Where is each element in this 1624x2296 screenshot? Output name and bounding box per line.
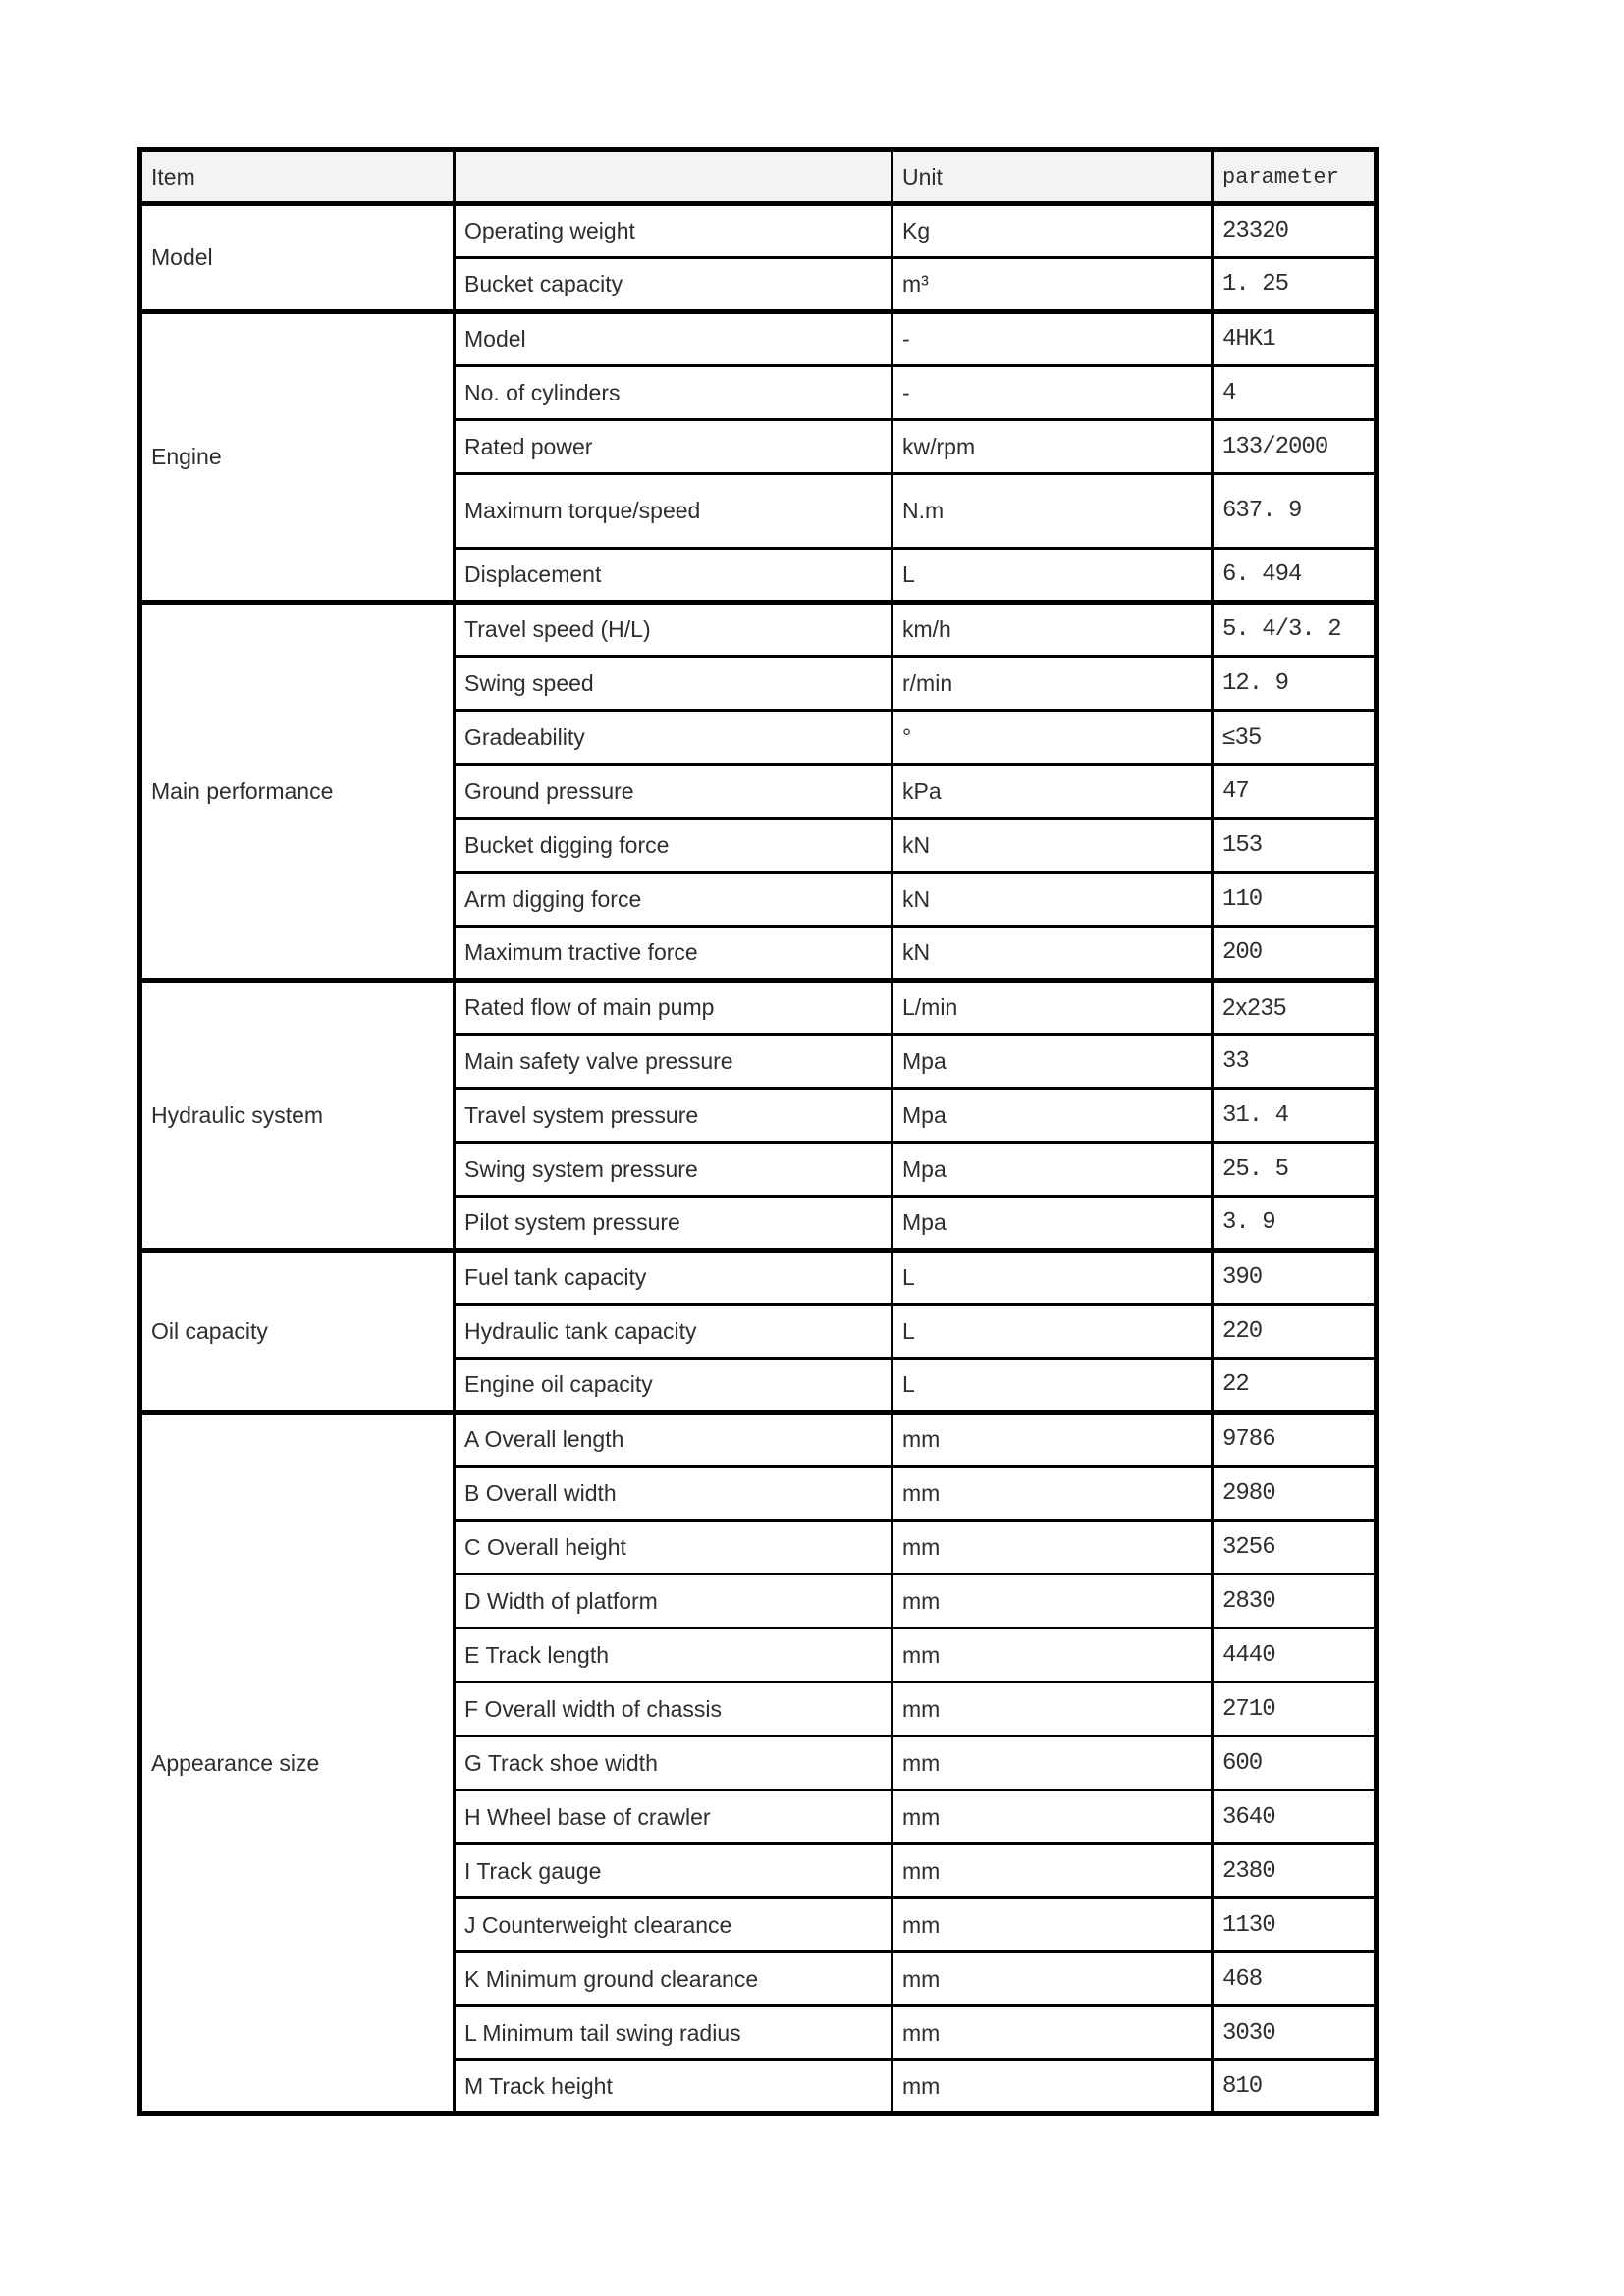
value-cell: 6. 494 (1213, 549, 1377, 603)
unit-cell: kN (893, 819, 1213, 873)
value-cell: 3. 9 (1213, 1197, 1377, 1251)
unit-cell: mm (893, 1952, 1213, 2006)
label-cell: Arm digging force (455, 873, 893, 927)
value-cell: 200 (1213, 927, 1377, 981)
label-cell: Operating weight (455, 204, 893, 258)
value-cell: 9786 (1213, 1413, 1377, 1467)
value-cell: 23320 (1213, 204, 1377, 258)
label-cell: C Overall height (455, 1521, 893, 1575)
unit-cell: mm (893, 1413, 1213, 1467)
unit-cell: kN (893, 927, 1213, 981)
unit-cell: Kg (893, 204, 1213, 258)
value-cell: 2830 (1213, 1575, 1377, 1629)
unit-cell: mm (893, 2006, 1213, 2060)
value-cell: ≤35 (1213, 711, 1377, 765)
label-cell: Gradeability (455, 711, 893, 765)
unit-cell: mm (893, 1575, 1213, 1629)
label-cell: I Track gauge (455, 1844, 893, 1898)
value-cell: 153 (1213, 819, 1377, 873)
value-cell: 4440 (1213, 1629, 1377, 1682)
label-cell: Hydraulic tank capacity (455, 1305, 893, 1359)
label-cell: Fuel tank capacity (455, 1251, 893, 1305)
value-cell: 110 (1213, 873, 1377, 927)
unit-cell: mm (893, 1790, 1213, 1844)
unit-cell: kPa (893, 765, 1213, 819)
header-parameter: parameter (1213, 150, 1377, 204)
value-cell: 22 (1213, 1359, 1377, 1413)
value-cell: 31. 4 (1213, 1089, 1377, 1143)
label-cell: G Track shoe width (455, 1736, 893, 1790)
category-cell: Main performance (140, 603, 455, 981)
unit-cell: mm (893, 1736, 1213, 1790)
unit-cell: kw/rpm (893, 420, 1213, 474)
unit-cell: km/h (893, 603, 1213, 657)
unit-cell: ° (893, 711, 1213, 765)
header-unit: Unit (893, 150, 1213, 204)
unit-cell: mm (893, 1629, 1213, 1682)
table-row (140, 981, 1377, 1035)
unit-cell: Mpa (893, 1035, 1213, 1089)
value-cell: 4HK1 (1213, 312, 1377, 366)
spec-table-body (140, 204, 1377, 2114)
unit-cell: mm (893, 1467, 1213, 1521)
label-cell: Main safety valve pressure (455, 1035, 893, 1089)
unit-cell: mm (893, 1844, 1213, 1898)
value-cell: 468 (1213, 1952, 1377, 2006)
value-cell: 3030 (1213, 2006, 1377, 2060)
table-row (140, 603, 1377, 657)
label-cell: E Track length (455, 1629, 893, 1682)
value-cell: 3256 (1213, 1521, 1377, 1575)
header-item: Item (140, 150, 455, 204)
value-cell: 2x235 (1213, 981, 1377, 1035)
value-cell: 1130 (1213, 1898, 1377, 1952)
category-cell: Hydraulic system (140, 981, 455, 1251)
label-cell: Rated flow of main pump (455, 981, 893, 1035)
label-cell: Engine oil capacity (455, 1359, 893, 1413)
header-row (140, 150, 1377, 204)
unit-cell: Mpa (893, 1197, 1213, 1251)
label-cell: B Overall width (455, 1467, 893, 1521)
label-cell: Travel system pressure (455, 1089, 893, 1143)
spec-table-header (140, 150, 1377, 204)
unit-cell: mm (893, 2060, 1213, 2114)
category-cell: Engine (140, 312, 455, 603)
label-cell: K Minimum ground clearance (455, 1952, 893, 2006)
value-cell: 2710 (1213, 1682, 1377, 1736)
table-row (140, 1413, 1377, 1467)
unit-cell: r/min (893, 657, 1213, 711)
label-cell: Model (455, 312, 893, 366)
value-cell: 220 (1213, 1305, 1377, 1359)
unit-cell: L/min (893, 981, 1213, 1035)
unit-cell: mm (893, 1898, 1213, 1952)
value-cell: 2380 (1213, 1844, 1377, 1898)
unit-cell: L (893, 549, 1213, 603)
label-cell: F Overall width of chassis (455, 1682, 893, 1736)
label-cell: Bucket capacity (455, 258, 893, 312)
value-cell: 2980 (1213, 1467, 1377, 1521)
table-row (140, 1251, 1377, 1305)
unit-cell: L (893, 1305, 1213, 1359)
unit-cell: kN (893, 873, 1213, 927)
table-row (140, 204, 1377, 258)
label-cell: D Width of platform (455, 1575, 893, 1629)
value-cell: 12. 9 (1213, 657, 1377, 711)
unit-cell: - (893, 312, 1213, 366)
value-cell: 1. 25 (1213, 258, 1377, 312)
label-cell: Swing speed (455, 657, 893, 711)
value-cell: 33 (1213, 1035, 1377, 1089)
value-cell: 47 (1213, 765, 1377, 819)
unit-cell: L (893, 1359, 1213, 1413)
value-cell: 810 (1213, 2060, 1377, 2114)
unit-cell: Mpa (893, 1089, 1213, 1143)
unit-cell: mm (893, 1521, 1213, 1575)
value-cell: 600 (1213, 1736, 1377, 1790)
label-cell: Bucket digging force (455, 819, 893, 873)
value-cell: 390 (1213, 1251, 1377, 1305)
category-cell: Oil capacity (140, 1251, 455, 1413)
label-cell: H Wheel base of crawler (455, 1790, 893, 1844)
header-blank (455, 150, 893, 204)
label-cell: Rated power (455, 420, 893, 474)
label-cell: A Overall length (455, 1413, 893, 1467)
label-cell: Displacement (455, 549, 893, 603)
unit-cell: L (893, 1251, 1213, 1305)
spec-table (137, 147, 1379, 2116)
label-cell: Swing system pressure (455, 1143, 893, 1197)
unit-cell: m³ (893, 258, 1213, 312)
category-cell: Appearance size (140, 1413, 455, 2114)
value-cell: 5. 4/3. 2 (1213, 603, 1377, 657)
label-cell: Maximum tractive force (455, 927, 893, 981)
value-cell: 25. 5 (1213, 1143, 1377, 1197)
label-cell: M Track height (455, 2060, 893, 2114)
label-cell: L Minimum tail swing radius (455, 2006, 893, 2060)
label-cell: J Counterweight clearance (455, 1898, 893, 1952)
label-cell: Travel speed (H/L) (455, 603, 893, 657)
label-cell: Pilot system pressure (455, 1197, 893, 1251)
category-cell: Model (140, 204, 455, 312)
label-cell: Ground pressure (455, 765, 893, 819)
table-row (140, 312, 1377, 366)
unit-cell: Mpa (893, 1143, 1213, 1197)
unit-cell: mm (893, 1682, 1213, 1736)
label-cell: Maximum torque/speed (455, 474, 893, 549)
label-cell: No. of cylinders (455, 366, 893, 420)
value-cell: 4 (1213, 366, 1377, 420)
value-cell: 637. 9 (1213, 474, 1377, 549)
unit-cell: - (893, 366, 1213, 420)
value-cell: 133/2000 (1213, 420, 1377, 474)
value-cell: 3640 (1213, 1790, 1377, 1844)
unit-cell: N.m (893, 474, 1213, 549)
